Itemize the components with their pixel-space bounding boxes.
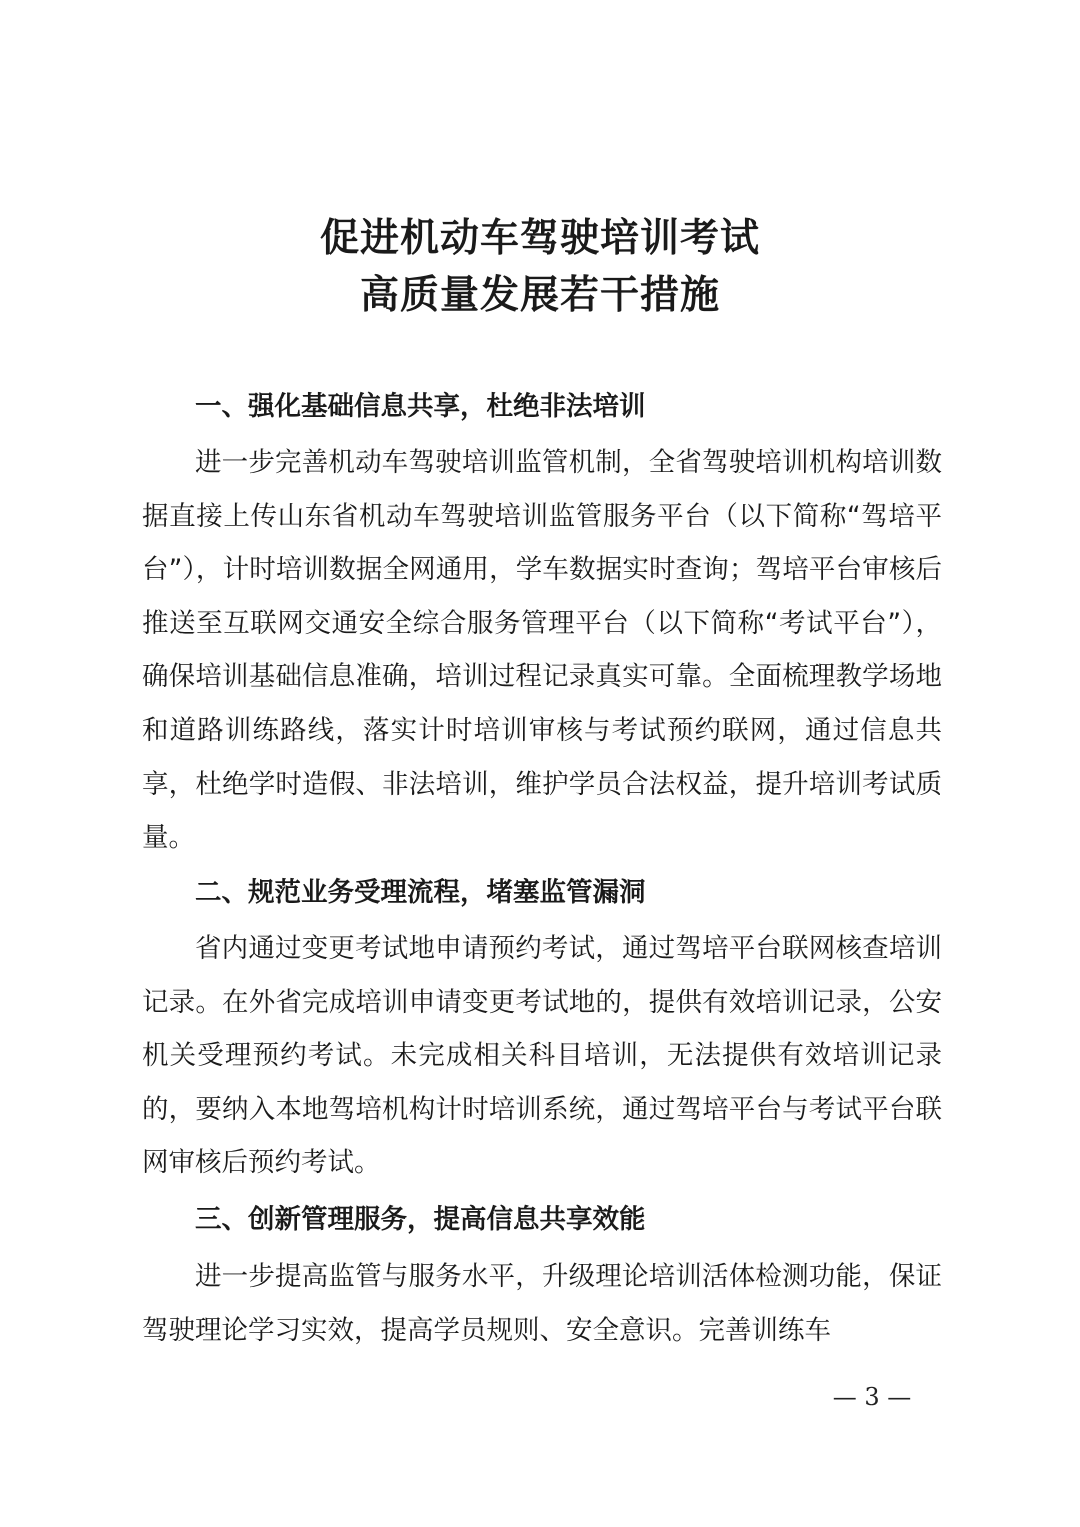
page-number: — 3 — <box>832 1383 912 1411</box>
section-1-paragraph: 进一步完善机动车驾驶培训监管机制，全省驾驶培训机构培训数据直接上传山东省机动车驾驶培训监管服务平台（以下简称“驾培平台”），计时培训数据全网通用，学车数据实时查询；驾培平台审核后推送至互联网交通安全综合服务管理平台（以下简称“考试平台”），确保培训基础信息准确，培训过程记录真实可靠。全面梳理教学场地和道路训练路线，落实计时培训审核与考试预约联网，通过信息共享，杜绝学时造假、非法培训，维护学员合法权益，提升培训考试质量。 <box>142 447 942 854</box>
section-2-heading: 二、规范业务受理流程，堵塞监管漏洞 <box>195 877 646 908</box>
section-1-heading: 一、强化基础信息共享，杜绝非法培训 <box>195 391 646 422</box>
document-title-line-1: 促进机动车驾驶培训考试 <box>319 215 760 261</box>
section-3-body <box>142 1250 942 1357</box>
document-title-line-2: 高质量发展若干措施 <box>359 272 720 318</box>
section-3-heading: 三、创新管理服务，提高信息共享效能 <box>195 1204 646 1235</box>
section-2-paragraph: 省内通过变更考试地申请预约考试，通过驾培平台联网核查培训记录。在外省完成培训申请变更考试地的，提供有效培训记录，公安机关受理预约考试。未完成相关科目培训，无法提供有效培训记录的，要纳入本地驾培机构计时培训系统，通过驾培平台与考试平台联网审核后预约考试。 <box>142 933 942 1179</box>
section-1-body <box>142 436 942 865</box>
section-3-paragraph: 进一步提高监管与服务水平，升级理论培训活体检测功能，保证驾驶理论学习实效，提高学员规则、安全意识。完善训练车 <box>142 1261 942 1346</box>
section-2-body <box>142 922 942 1190</box>
